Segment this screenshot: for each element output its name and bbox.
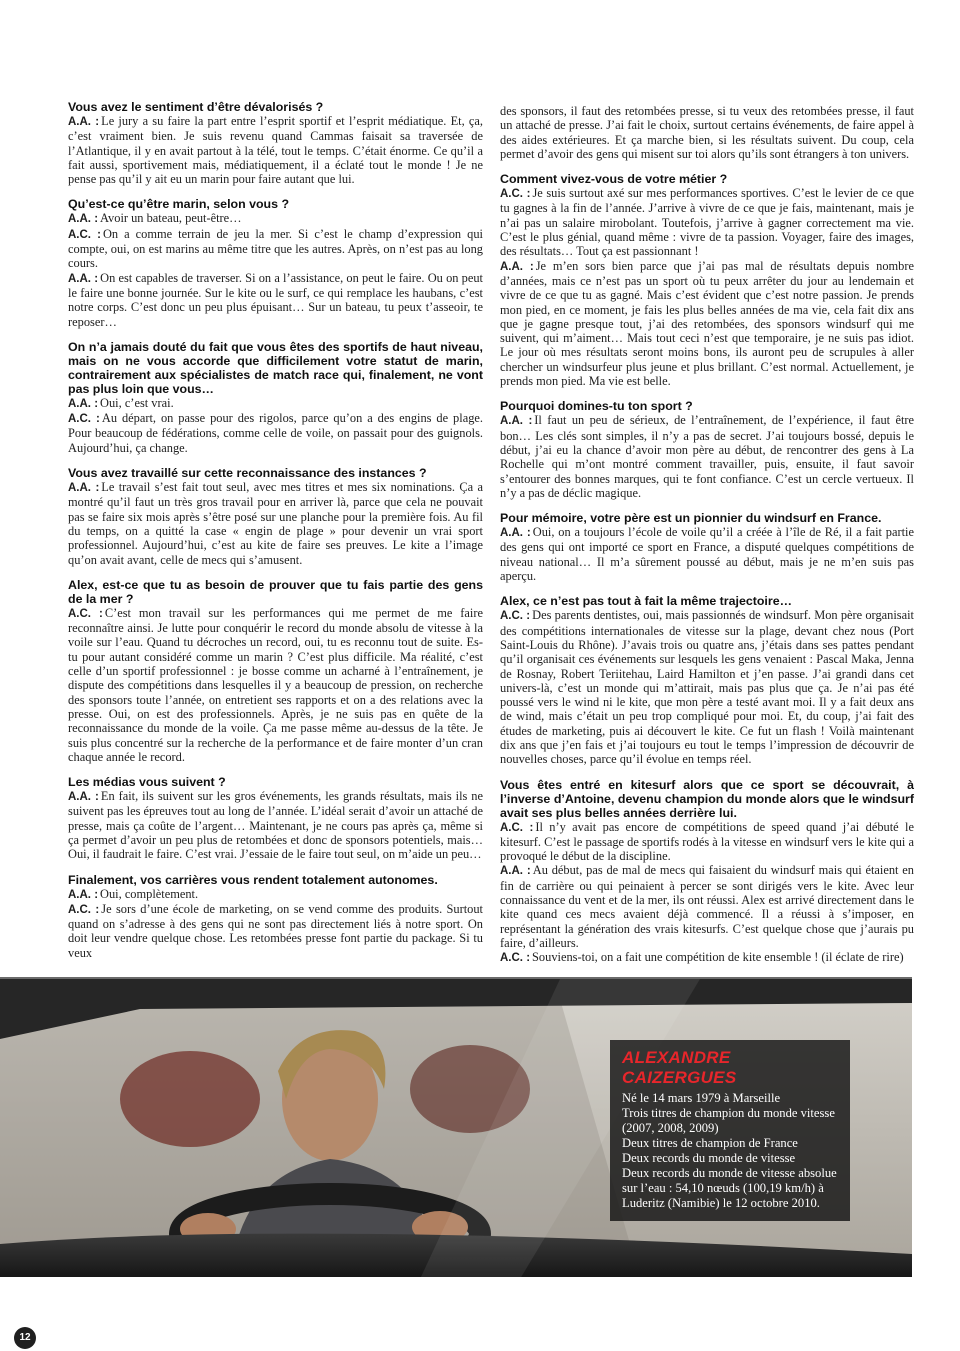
answer bbox=[500, 413, 914, 500]
answer bbox=[68, 211, 483, 226]
speaker-label: A.A. : bbox=[68, 888, 99, 901]
speaker-label: A.A. : bbox=[500, 260, 534, 273]
answer bbox=[68, 902, 483, 960]
bio-name: ALEXANDRE CAIZERGUES bbox=[622, 1048, 737, 1087]
answer-text: Il n’y avait pas encore de compétitions de speed quand j’ai débuté le kitesurf. C’est le passage de sportifs rodés à la vitesse en windsurf vers le kite qui a provoqué le début de la discipline. bbox=[500, 819, 914, 864]
answer-text: C’est mon travail sur les performances qui me permet de me faire reconnaître ainsi. Je lutte pour conquérir le record du monde absolu de vitesse à la voile sur l’eau. Quand tu décroches un record, oui, tu es reconnu tout de suite. Es-tu pour autant considéré comme un marin ? C’est plus difficile. Ma réalité, c’est celle d’un sportif professionnel : je bosse comme un acharné à l’entraînement, je dispute des compétitions dans lesquelles il y a beaucoup de pression, on recherche des sponsors toute l’année, on entretient ses rapports et on a des relations avec la presse. Oui, on est des professionnels. Après, je ne suis pas en quête de la reconnaissance du monde de la voile. Ça me passe même au-dessus de la tête. Je suis plus concentré sur la recherche de la performance et de faire monter d’un cran chaque année le record. bbox=[68, 605, 483, 764]
answer bbox=[500, 525, 914, 583]
answer-text: Je suis surtout axé sur mes performances sportives. C’est le levier de ce que tu gagnes à la fin de l’année. J’arrive à vivre de ce que je fais, maintenant, mais je n’ai pas un salaire mirobolant. Toutefois, j’arrive à gagner correctement ma vie. C’est le plus génial, quand même : vivre de ta passion. Voyager, faire des images, des résultats… Tout ça est passionnant ! bbox=[500, 186, 914, 259]
question: Alex, ce n’est pas tout à fait la même trajectoire… bbox=[500, 594, 792, 609]
answer-text: En fait, ils suivent sur les gros événements, les grands résultats, mais ils ne suivent pas les épreuves tout au long de l’année. L’idéal serait d’avoir un attaché de presse, mais ça coûte de l’argent… Maintenant, je ne cours pas après ça, même si ça permet d’avoir un peu plus de retombées et donc de sponsors potentiels, mais… Oui, il faudrait le faire. C’est vrai. J’essaie de le faire tout seul, on m’aide un peu… bbox=[68, 789, 483, 862]
question: On n’a jamais douté du fait que vous êtes des sportifs de haut niveau, mais on ne vous accorde que difficilement votre statut de marin, contrairement aux spécialistes de match race qui, finalement, ne vont pas plus loin que vous… bbox=[68, 339, 483, 396]
answer bbox=[500, 863, 914, 950]
answer-text: Le travail s’est fait tout seul, avec mes titres et mes six nominations. Ça a montré qu’il faut un très gros travail pour en arriver là, parce que cela ne pouvait pas se faire six mois après s’être posé sur une planche pour la première fois. Au fil du temps, on a quitté la case « engin de plage » pour devenir un vrai sport professionnel. Aujourd’hui, c’est au kite de faire ses preuves. Le kite a l’image qu’on avait avant, celle de mecs qui s’amusent. bbox=[68, 480, 483, 567]
answer-text: On est capables de traverser. Si on a l’assistance, on peut le faire. Ou on peut le faire une bonne journée. Sur le kite ou le surf, ce qui remplace les haubans, c’est notre corps. C’est donc un peu plus épuisant… Sur un bateau, tu peux t’asseoir, te reposer… bbox=[68, 270, 483, 329]
speaker-label: A.C. : bbox=[68, 413, 100, 426]
answer-text: Oui, on a toujours l’école de voile qu’il a créée à l’île de Ré, il a fait partie des gens qui ont importé ce sport en France, a disputé quelques compétitions de niveau national… Il m’a sûrement poussé au début, mais je ne m’en suis pas aperçu. bbox=[500, 525, 914, 584]
bio-line: Deux titres de champion de France bbox=[622, 1136, 798, 1150]
question: Comment vivez-vous de votre métier ? bbox=[500, 172, 728, 187]
answer bbox=[500, 104, 914, 161]
answer-text: Avoir un bateau, peut-être… bbox=[100, 211, 242, 226]
answer bbox=[500, 186, 914, 258]
answer-text: Oui, c’est vrai. bbox=[100, 395, 174, 410]
speaker-label: A.A. : bbox=[68, 482, 100, 495]
answer bbox=[68, 271, 483, 329]
answer bbox=[68, 480, 483, 567]
answer bbox=[500, 259, 914, 389]
answer-text: On a comme terrain de jeu la mer. Si c’est le champ d’expression qui compte, oui, on est marins au même titre que les autres. Après, on n’est pas au long cours. bbox=[68, 226, 483, 271]
bio-lines bbox=[622, 1091, 838, 1211]
answer bbox=[68, 606, 483, 764]
answer-text: Au départ, on passe pour des rigolos, parce qu’on a des engins de plage. Pour beaucoup de fédérations, comme celle de voile, on passait pour des guignols. Aujourd’hui, ça change. bbox=[68, 411, 483, 455]
answer-text: Oui, complètement. bbox=[100, 886, 199, 901]
speaker-label: A.C. : bbox=[500, 610, 531, 623]
bio-line: Deux records du monde de vitesse absolue sur l’eau : 54,10 nœuds (100,19 km/h) à Luderitz (Namibie) le 12 octobre 2010. bbox=[622, 1166, 837, 1210]
answer-text: Je sors d’une école de marketing, on se vend comme des produits. Surtout quand on s’adresse à des gens qui ne sont pas directement liés à notre sport. On doit leur vendre quelque chose. Les retombées presse font partie du package. Si tu veux bbox=[68, 901, 483, 960]
answer bbox=[500, 950, 914, 965]
answer bbox=[68, 396, 483, 411]
speaker-label: A.C. : bbox=[68, 607, 103, 620]
speaker-label: A.A. : bbox=[68, 397, 99, 410]
bio-box bbox=[610, 1040, 850, 1221]
question: Alex, est-ce que tu as besoin de prouver que tu fais partie des gens de la mer ? bbox=[68, 577, 483, 606]
answer-text: Des parents dentistes, oui, mais passionnés de windsurf. Mon père organisait des compétitions internationales de vitesse sur la plage, devant chez nous (Port Saint-Louis du Rhône). J’avais trois ou quatre ans, j’étais dans ses pattes pendant qu’il organisait ces événements sur lesquels les gens venaient : Pascal Maka, Jenna de Rosnay, Robert Teriitehau, Laird Hamilton et j’en passe. J’ai grandi dans cet univers-là, c’est un monde qui m’attirait, mais pas plus que ça. Je n’ai pas été poussé vers le wind ni le kite, que mon père a testé avant moi. Il y a fait deux ans de wind, mais c’était un peu trop compliqué pour moi. Et, du coup, j’ai fait des études de marketing, puis ai découvert le kite. Ce fut un flash ! Voilà maintenant dix ans que j’en fais et j’ai toujours eu tout le temps l’impression de découvrir de nouvelles choses, parce qu’il évolue en temps réel. bbox=[500, 608, 914, 767]
bio-line: Né le 14 mars 1979 à Marseille bbox=[622, 1091, 781, 1105]
speaker-label: A.A. : bbox=[68, 213, 99, 226]
speaker-label: A.C. : bbox=[500, 821, 534, 834]
question: Vous avez le sentiment d’être dévalorisés ? bbox=[68, 100, 324, 114]
speaker-label: A.A. : bbox=[68, 791, 99, 804]
answer-text: Souviens-toi, on a fait une compétition de kite ensemble ! (il éclate de rire) bbox=[532, 950, 904, 965]
answer bbox=[68, 114, 483, 186]
question: Vous avez travaillé sur cette reconnaissance des instances ? bbox=[68, 466, 427, 481]
answer bbox=[68, 887, 483, 902]
question: Finalement, vos carrières vous rendent totalement autonomes. bbox=[68, 872, 438, 887]
answer-text: des sponsors, il faut des retombées presse, si tu veux des retombées presse, il faut un attaché de presse. J’ai fait le choix, surtout certains événements, de faire appel à des aides extérieures. Et ça marche bien, si les résultats suivent. Du coup, cela permet d’avoir des gens qui misent sur toi alors qu’ils sont étrangers à ton univers. bbox=[500, 104, 914, 161]
question: Les médias vous suivent ? bbox=[68, 775, 226, 790]
answer bbox=[68, 411, 483, 455]
answer bbox=[68, 227, 483, 271]
answer-text: Au début, pas de mal de mecs qui faisaient du windsurf mais qui étaient en fin de carrière ou qui peinaient à percer se sont dirigés vers le kite. Avec leur connaissance du vent et de la mer, ils ont réussi. Alex est arrivé directement dans le kite quand ces mecs avaient déjà commencé. Il a réussi à s’imposer, en représentant la génération des vrais kitesurfs. C’est quelque chose que j’aurais pu faire, d’ailleurs. bbox=[500, 863, 915, 950]
speaker-label: A.A. : bbox=[500, 865, 531, 878]
answer bbox=[500, 608, 914, 766]
question: Qu’est-ce qu’être marin, selon vous ? bbox=[68, 197, 290, 212]
speaker-label: A.C. : bbox=[68, 228, 101, 241]
article-column-left bbox=[68, 100, 483, 960]
speaker-label: A.A. : bbox=[500, 527, 531, 540]
article-column-right bbox=[500, 104, 914, 966]
question: Vous êtes entré en kitesurf alors que ce sport se découvrait, à l’inverse d’Antoine, devenu champion du monde alors que le windsurf avait ses plus belles années derrière lui. bbox=[500, 777, 914, 820]
answer bbox=[68, 789, 483, 861]
speaker-label: A.C. : bbox=[68, 903, 100, 916]
question: Pourquoi domines-tu ton sport ? bbox=[500, 399, 693, 414]
bio-line: Deux records du monde de vitesse bbox=[622, 1151, 796, 1165]
speaker-label: A.A. : bbox=[68, 116, 100, 128]
speaker-label: A.A. : bbox=[500, 415, 533, 428]
answer-text: Je m’en sors bien parce que j’ai pas mal de résultats depuis nombre d’années, mais ce n’est pas un sport où tu peux arrêter du jour au lendemain et vivre de ce que tu as gagné. Mais c’est évident que c’est notre passion. Je prends mon pied, en ce moment, je fais les plus belles années de ma vie, cela fait dix ans que je gagne presque tout, j’ai des retombées, des sponsors windsurf qui me suivent, qui m’aiment… Mais tout ceci n’est que temporaire, je ne suis pas idiot. Le jour où mes résultats seront moins bons, ils auront peu de scrupules à aller chercher un windsurfeur plus jeune et plus brillant. C’est normal. Actuellement, je prends mon pied. Ma vie est belle. bbox=[500, 258, 914, 389]
speaker-label: A.A. : bbox=[68, 272, 99, 285]
answer-text: Le jury a su faire la part entre l’esprit sportif et l’esprit médiatique. Et, ça, c’est vraiment bien. Je suis revenu quand Cammas faisait sa traversée de l’Atlantique, il y en avait partout à la télé, tout le temps. C’était énorme. Ce qu’il a fait aussi, sportivement mais, médiatiquement, il a éclaté tout le monde ! Je ne pense pas qu’il y ait eu un marin pour faire autant que lui. bbox=[68, 114, 483, 187]
answer bbox=[500, 820, 914, 864]
bio-line: Trois titres de champion du monde vitesse (2007, 2008, 2009) bbox=[622, 1106, 835, 1135]
speaker-label: A.C. : bbox=[500, 952, 531, 965]
answer-text: Il faut un peu de sérieux, de l’entraînement, de l’expérience, il faut être bon… Les clés sont simples, il n’y a pas de secret. J’ai toujours bossé, depuis le début, j’ai eu la chance d’avoir mon père au début, de rencontrer des gens à La Rochelle qui m’ont montré comment travailler, puis, ensuite, il faut savoir s’entourer des bonnes marques, qui te font confiance. C’est un cercle vertueux. Il n’y a pas de déclic magique. bbox=[500, 413, 915, 500]
question: Pour mémoire, votre père est un pionnier du windsurf en France. bbox=[500, 511, 882, 526]
page-number: 12 bbox=[14, 1327, 36, 1349]
speaker-label: A.C. : bbox=[500, 188, 531, 201]
